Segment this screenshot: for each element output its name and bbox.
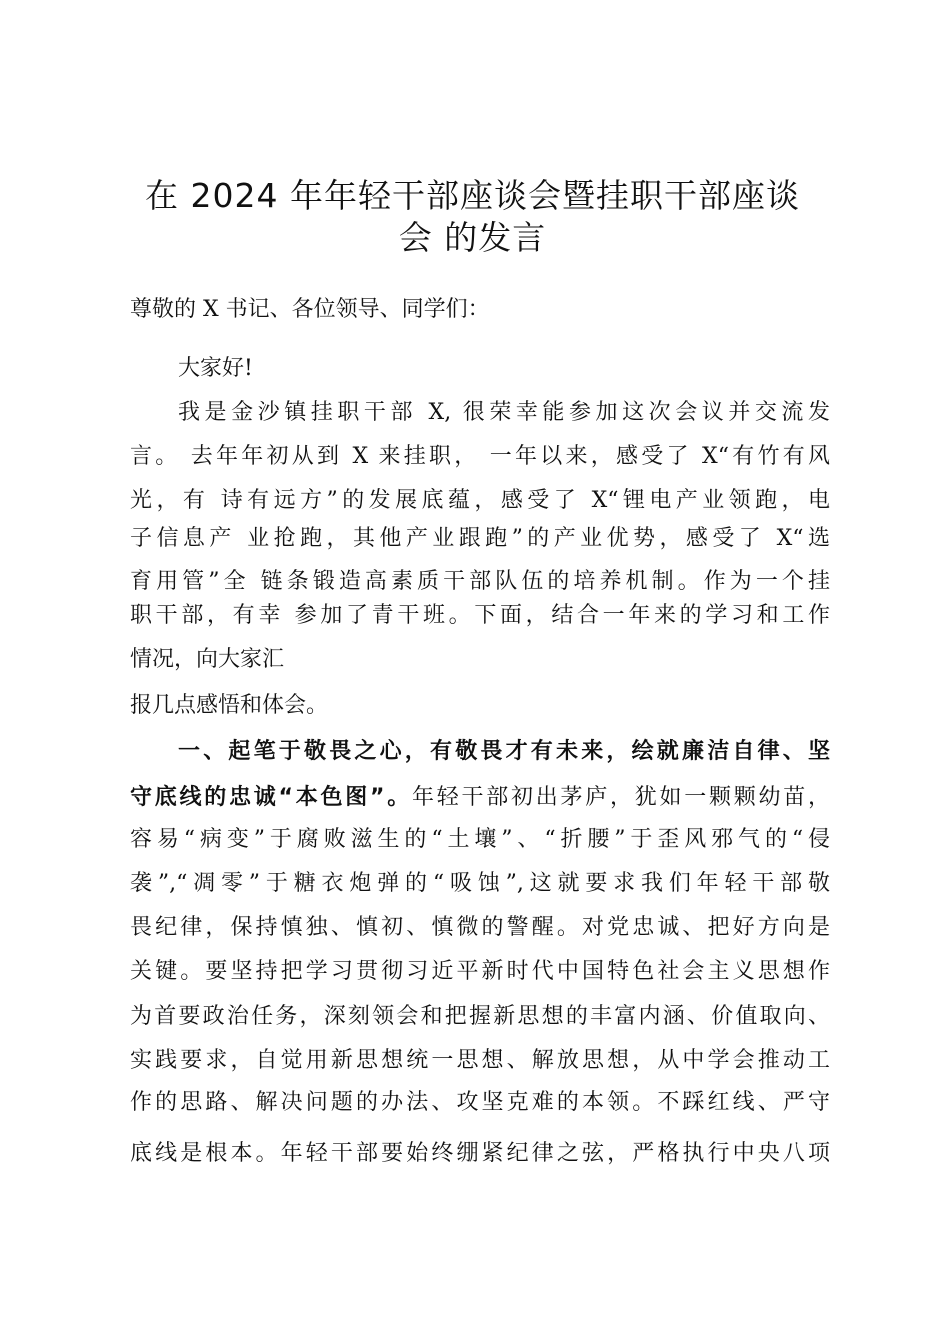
intro-line: 情况，向大家汇 — [130, 647, 285, 672]
intro-line: 报几点感悟和体会。 — [130, 693, 329, 718]
section-body-line: 作的思路、解决问题的办法、攻坚克难的本领。不踩红线、严守 — [130, 1090, 830, 1115]
section-body-line: 底线是根本。年轻干部要始终绷紧纪律之弦，严格执行中央八项 — [130, 1141, 830, 1166]
intro-line: 子信息产 业抢跑，其他产业跟跑”的产业优势，感受了 X“选 — [130, 526, 830, 551]
greeting: 大家好! — [178, 356, 253, 381]
intro-line: 育用管”全 链条锻造高素质干部队伍的培养机制。作为一个挂 — [130, 569, 830, 594]
document-title-line-2: 会 的发言 — [398, 218, 547, 257]
document-title-line-1: 在 2024 年年轻干部座谈会暨挂职干部座谈 — [145, 176, 800, 215]
intro-line: 职干部，有幸 参加了青干班。下面，结合一年来的学习和工作 — [130, 603, 830, 628]
intro-line: 光，有 诗有远方”的发展底蕴，感受了 X“锂电产业领跑，电 — [130, 488, 830, 513]
section-body-line: 袭”,“凋零”于糖衣炮弹的“吸蚀”,这就要求我们年轻干部敬 — [130, 871, 830, 896]
section-heading-tail: 守底线的忠诚“本色图”。 — [130, 785, 412, 810]
salutation: 尊敬的 X 书记、各位领导、同学们： — [130, 297, 490, 322]
intro-line: 我是金沙镇挂职干部 X, 很荣幸能参加这次会议并交流发 — [178, 400, 830, 425]
section-body-line: 畏纪律，保持慎独、慎初、慎微的警醒。对党忠诚、把好方向是 — [130, 915, 830, 940]
section-body-line: 为首要政治任务，深刻领会和把握新思想的丰富内涵、价值取向、 — [130, 1004, 830, 1029]
section-body-start: 年轻干部初出茅庐，犹如一颗颗幼苗， — [411, 785, 830, 810]
intro-line: 言。 去年年初从到 X 来挂职， 一年以来，感受了 X“有竹有风 — [130, 444, 830, 469]
section-heading-continued — [130, 783, 830, 813]
section-body-line: 实践要求，自觉用新思想统一思想、解放思想，从中学会推动工 — [130, 1048, 830, 1073]
section-heading: 一、起笔于敬畏之心，有敬畏才有未来，绘就廉洁自律、坚 — [178, 739, 830, 764]
section-body-line: 关键。要坚持把学习贯彻习近平新时代中国特色社会主义思想作 — [130, 959, 830, 984]
section-body-line: 容易“病变”于腐败滋生的“土壤”、“折腰”于歪风邪气的“侵 — [130, 827, 830, 852]
